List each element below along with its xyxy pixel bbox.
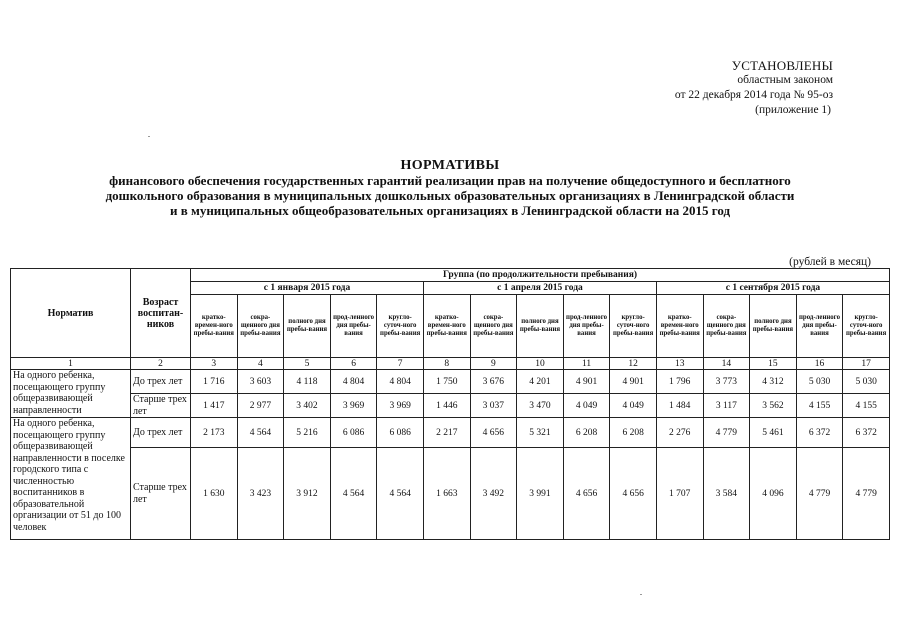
norm-value: 3 969 [330, 394, 377, 418]
header-age: Возраст воспитан-ников [131, 269, 191, 358]
header-stay-type: полного дня пребы-вания [517, 295, 564, 358]
norm-value: 4 779 [796, 448, 843, 540]
norm-value: 4 312 [750, 370, 797, 394]
norm-value: 4 804 [377, 370, 424, 394]
column-number: 5 [284, 358, 331, 370]
norm-value: 1 796 [656, 370, 703, 394]
unit-note: (рублей в месяц) [789, 256, 871, 268]
column-number: 16 [796, 358, 843, 370]
norm-value: 3 676 [470, 370, 517, 394]
header-stay-type: кратко-времен-ного пребы-вания [656, 295, 703, 358]
norm-value: 6 372 [796, 418, 843, 448]
norm-value: 4 118 [284, 370, 331, 394]
norm-value: 1 750 [423, 370, 470, 394]
norm-value: 3 470 [517, 394, 564, 418]
table-row [11, 448, 890, 540]
document-title [60, 158, 840, 218]
column-number: 4 [237, 358, 284, 370]
age-group: Старше трех лет [131, 394, 191, 418]
age-group: До трех лет [131, 370, 191, 394]
table-row [11, 370, 890, 394]
column-number: 15 [750, 358, 797, 370]
norm-value: 5 030 [843, 370, 890, 394]
header-period: с 1 сентября 2015 года [656, 282, 889, 295]
norm-value: 1 417 [191, 394, 238, 418]
column-number: 17 [843, 358, 890, 370]
column-number: 13 [656, 358, 703, 370]
column-number: 9 [470, 358, 517, 370]
norm-value: 1 716 [191, 370, 238, 394]
norm-value: 1 663 [423, 448, 470, 540]
column-number: 14 [703, 358, 750, 370]
header-group: Группа (по продолжительности пребывания) [191, 269, 890, 282]
column-number: 3 [191, 358, 238, 370]
column-number: 6 [330, 358, 377, 370]
norm-value: 4 564 [237, 418, 284, 448]
norm-value: 4 155 [843, 394, 890, 418]
header-stay-type: сокра-щенного дня пребы-вания [703, 295, 750, 358]
norm-value: 4 564 [330, 448, 377, 540]
norm-value: 4 804 [330, 370, 377, 394]
header-stay-type: прод-ленного дня пребы-вания [563, 295, 610, 358]
header-stay-type: сокра-щенного дня пребы-вания [237, 295, 284, 358]
column-number: 11 [563, 358, 610, 370]
header-stay-type: кругло-суточ-ного пребы-вания [843, 295, 890, 358]
scan-speck [640, 594, 642, 595]
norm-value: 3 402 [284, 394, 331, 418]
column-number: 12 [610, 358, 657, 370]
column-number: 10 [517, 358, 564, 370]
approval-line-1: УСТАНОВЛЕНЫ [731, 58, 833, 73]
norm-value: 2 217 [423, 418, 470, 448]
table-row [11, 418, 890, 448]
scan-speck [148, 136, 150, 137]
header-stay-type: кругло-суточ-ного пребы-вания [610, 295, 657, 358]
header-period: с 1 января 2015 года [191, 282, 424, 295]
approval-line-4: (приложение 1) [755, 104, 831, 116]
norm-value: 4 096 [750, 448, 797, 540]
norm-value: 3 584 [703, 448, 750, 540]
norm-value: 5 321 [517, 418, 564, 448]
norm-value: 3 037 [470, 394, 517, 418]
norm-value: 1 630 [191, 448, 238, 540]
column-number: 1 [11, 358, 131, 370]
norm-value: 6 208 [610, 418, 657, 448]
approval-line-3: от 22 декабря 2014 года № 95-оз [674, 89, 833, 101]
norm-value: 4 564 [377, 448, 424, 540]
title-line-2: финансового обеспечения государственных гарантий реализации прав на получение общедоступного и бесплатного [109, 173, 791, 188]
norm-value: 6 208 [563, 418, 610, 448]
norm-value: 1 707 [656, 448, 703, 540]
norm-description: На одного ребенка, посещающего группу общеразвивающей направленности [11, 370, 131, 418]
norm-value: 4 656 [610, 448, 657, 540]
norm-value: 4 779 [843, 448, 890, 540]
norm-value: 3 991 [517, 448, 564, 540]
header-stay-type: кратко-времен-ного пребы-вания [423, 295, 470, 358]
header-period: с 1 апреля 2015 года [423, 282, 656, 295]
norms-table [10, 268, 890, 540]
norm-value: 5 216 [284, 418, 331, 448]
header-stay-type: кругло-суточ-ного пребы-вания [377, 295, 424, 358]
norm-value: 4 656 [563, 448, 610, 540]
header-stay-type: полного дня пребы-вания [750, 295, 797, 358]
norm-value: 4 779 [703, 418, 750, 448]
norm-value: 5 030 [796, 370, 843, 394]
norm-value: 3 562 [750, 394, 797, 418]
norm-value: 3 492 [470, 448, 517, 540]
column-number: 8 [423, 358, 470, 370]
header-stay-type: сокра-щенного дня пребы-вания [470, 295, 517, 358]
norm-value: 4 049 [610, 394, 657, 418]
norm-value: 2 173 [191, 418, 238, 448]
table-row [11, 394, 890, 418]
title-line-1: НОРМАТИВЫ [400, 158, 500, 173]
title-line-3: дошкольного образования в муниципальных дошкольных образовательных организациях в Ленинградской области [105, 188, 795, 203]
norm-value: 3 423 [237, 448, 284, 540]
approval-line-2: областным законом [737, 74, 833, 86]
header-norm: Норматив [11, 269, 131, 358]
age-group: Старше трех лет [131, 448, 191, 540]
column-number: 7 [377, 358, 424, 370]
title-line-4: и в муниципальных общеобразовательных организациях в Ленинградской области на 2015 год [169, 203, 731, 218]
norm-value: 4 901 [610, 370, 657, 394]
norm-value: 6 372 [843, 418, 890, 448]
norm-value: 5 461 [750, 418, 797, 448]
norm-value: 4 155 [796, 394, 843, 418]
norm-value: 3 773 [703, 370, 750, 394]
header-stay-type: кратко-времен-ного пребы-вания [191, 295, 238, 358]
norm-value: 3 969 [377, 394, 424, 418]
header-stay-type: прод-ленного дня пребы-вания [796, 295, 843, 358]
norm-value: 2 977 [237, 394, 284, 418]
norm-value: 6 086 [330, 418, 377, 448]
norm-value: 4 201 [517, 370, 564, 394]
norm-value: 6 086 [377, 418, 424, 448]
approval-block [675, 58, 833, 118]
column-number: 2 [131, 358, 191, 370]
norm-value: 4 049 [563, 394, 610, 418]
norm-value: 1 484 [656, 394, 703, 418]
norm-value: 3 603 [237, 370, 284, 394]
norm-description: На одного ребенка, посещающего группу общеразвивающей направленности в поселке городского типа с численностью воспитанников в образовательной организации от 51 до 100 человек [11, 418, 131, 540]
norm-value: 2 276 [656, 418, 703, 448]
norm-value: 4 901 [563, 370, 610, 394]
age-group: До трех лет [131, 418, 191, 448]
norm-value: 4 656 [470, 418, 517, 448]
header-stay-type: прод-ленного дня пребы-вания [330, 295, 377, 358]
header-stay-type: полного дня пребы-вания [284, 295, 331, 358]
norm-value: 1 446 [423, 394, 470, 418]
norm-value: 3 912 [284, 448, 331, 540]
norm-value: 3 117 [703, 394, 750, 418]
